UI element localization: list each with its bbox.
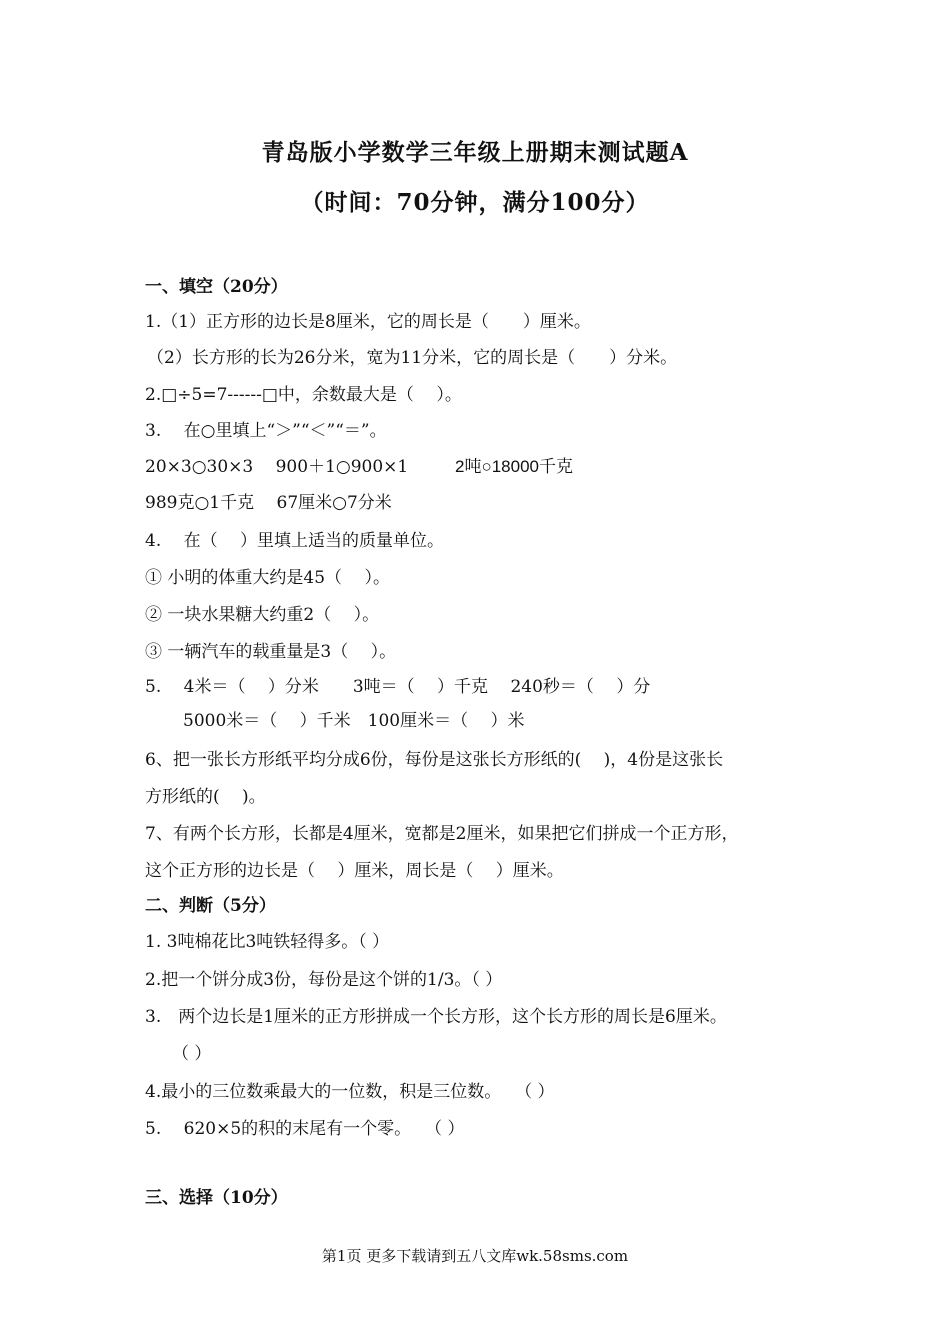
section-heading-fill-blank: 一、填空（20分） [145, 277, 288, 297]
page-footer: 第1页 更多下载请到五八文库wk.58sms.com [321, 1247, 629, 1265]
question-line: 2.把一个饼分成3份，每份是这个饼的1/3。（ ） [145, 970, 503, 990]
question-line: 989克○1千克 67厘米○7分米 [145, 493, 392, 513]
question-line: 3. 在○里填上“＞”“＜”“＝”。 [145, 421, 387, 441]
question-line: 5. 620×5的积的末尾有一个零。 （ ） [145, 1119, 465, 1139]
question-line: 1. 3吨棉花比3吨铁轻得多。（ ） [145, 932, 390, 952]
question-line: ③ 一辆汽车的载重量是3（ ）。 [145, 642, 397, 662]
question-line: ② 一块水果糖大约重2（ ）。 [145, 605, 380, 625]
question-line: 4. 在（ ）里填上适当的质量单位。 [145, 531, 445, 551]
section-heading-choice: 三、选择（10分） [145, 1188, 288, 1208]
question-line: 5. 4米＝（ ）分米 3吨＝（ ）千克 240秒＝（ ）分 [145, 677, 651, 697]
question-line: 6、把一张长方形纸平均分成6份，每份是这张长方形纸的( )，4份是这张长 [145, 750, 724, 770]
question-line: ① 小明的体重大约是45（ ）。 [145, 568, 390, 588]
question-line: 方形纸的( )。 [145, 787, 266, 807]
page-title: 青岛版小学数学三年级上册期末测试题A [261, 139, 689, 166]
question-line: （ ） [172, 1044, 212, 1064]
question-line: 3. 两个边长是1厘米的正方形拼成一个长方形，这个长方形的周长是6厘米。 [145, 1007, 727, 1027]
question-line: 20×3○30×3 900＋1○900×1 [145, 457, 409, 477]
question-line: 5000米＝（ ）千米 100厘米＝（ ）米 [183, 711, 525, 731]
question-line: 1.（1）正方形的边长是8厘米，它的周长是（ ）厘米。 [145, 312, 591, 332]
question-line: 2.□÷5=7------□中，余数最大是（ ）。 [145, 385, 462, 405]
section-heading-true-false: 二、判断（5分） [145, 896, 276, 916]
question-line: 2吨○18000千克 [455, 457, 573, 476]
question-line: 7、有两个长方形，长都是4厘米，宽都是2厘米，如果把它们拼成一个正方形， [145, 824, 739, 844]
question-line: （2）长方形的长为26分米，宽为11分米，它的周长是（ ）分米。 [147, 348, 678, 368]
page-subtitle: （时间：70分钟，满分100分） [300, 189, 650, 216]
question-line: 4.最小的三位数乘最大的一位数，积是三位数。 （ ） [145, 1082, 555, 1102]
question-line: 这个正方形的边长是（ ）厘米，周长是（ ）厘米。 [145, 861, 564, 881]
